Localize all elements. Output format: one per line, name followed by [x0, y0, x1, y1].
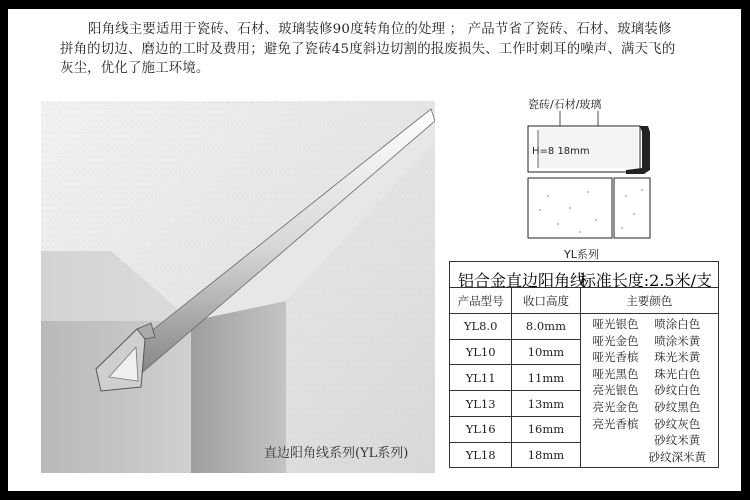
- height-label: H=8 18mm: [532, 146, 590, 157]
- table-row: [450, 314, 719, 340]
- color-item: 喷涂米黄: [654, 333, 701, 348]
- standard-length: 标准长度:2.5米/支: [579, 271, 712, 290]
- header-model: 产品型号: [450, 288, 512, 314]
- color-item: 哑光金色: [592, 333, 639, 348]
- cross-section-diagram: [508, 96, 668, 266]
- spec-table-header: [449, 261, 719, 288]
- model-cell: YL16: [450, 416, 512, 442]
- color-item: 哑光香槟: [592, 350, 639, 365]
- spec-table: [449, 287, 719, 468]
- height-cell: 10mm: [512, 339, 580, 365]
- color-item: 哑光银色: [592, 317, 639, 331]
- color-item: 砂纹深米黄: [648, 449, 707, 464]
- spec-table-title: 铝合金直边阳角线: [458, 271, 587, 290]
- colors-cell: [580, 314, 718, 468]
- header-colors: 主要颜色: [580, 288, 718, 314]
- spec-table-header-row: [450, 288, 719, 314]
- height-cell: 13mm: [512, 391, 580, 417]
- document-page: [8, 9, 741, 491]
- color-item: 亮光金色: [592, 399, 639, 414]
- colors-left-column: [593, 316, 639, 465]
- color-item: 珠光白色: [654, 366, 701, 381]
- series-label: YL系列: [564, 248, 599, 261]
- colors-right-column: [649, 316, 707, 465]
- color-item: 砂纹米黄: [654, 433, 701, 448]
- model-cell: YL11: [450, 365, 512, 391]
- intro-paragraph: [60, 20, 725, 79]
- intro-line-3: 灰尘，优化了施工环境。: [60, 61, 210, 76]
- color-item: 砂纹黑色: [654, 399, 701, 414]
- intro-line-2: 拼角的切边、磨边的工时及费用；避免了瓷砖45度斜边切割的报废损失、工作时刺耳的噪声、满天飞的: [60, 41, 676, 57]
- intro-line-1: 阳角线主要适用于瓷砖、石材、玻璃装修90度转角位的处理 ； 产品节省了瓷砖、石材、玻璃装修: [88, 22, 672, 37]
- color-item: 砂纹白色: [654, 383, 701, 398]
- height-cell: 11mm: [512, 365, 580, 391]
- height-cell: 18mm: [512, 442, 580, 468]
- height-cell: 8.0mm: [512, 314, 580, 340]
- photo-caption: 直边阳角线系列(YL系列): [264, 446, 409, 461]
- material-label: 瓷砖/石材/玻璃: [528, 98, 602, 111]
- color-item: 亮光香槟: [592, 416, 639, 431]
- color-item: 喷涂白色: [654, 317, 701, 331]
- color-item: 亮光银色: [592, 383, 639, 398]
- color-item: 珠光米黄: [654, 350, 701, 365]
- model-cell: YL18: [450, 442, 512, 468]
- product-photo: [41, 101, 435, 473]
- model-cell: YL13: [450, 391, 512, 417]
- color-item: 砂纹灰色: [654, 416, 701, 431]
- model-cell: YL10: [450, 339, 512, 365]
- model-cell: YL8.0: [450, 314, 512, 340]
- height-cell: 16mm: [512, 416, 580, 442]
- header-height: 收口高度: [512, 288, 580, 314]
- color-item: 哑光黑色: [592, 366, 639, 381]
